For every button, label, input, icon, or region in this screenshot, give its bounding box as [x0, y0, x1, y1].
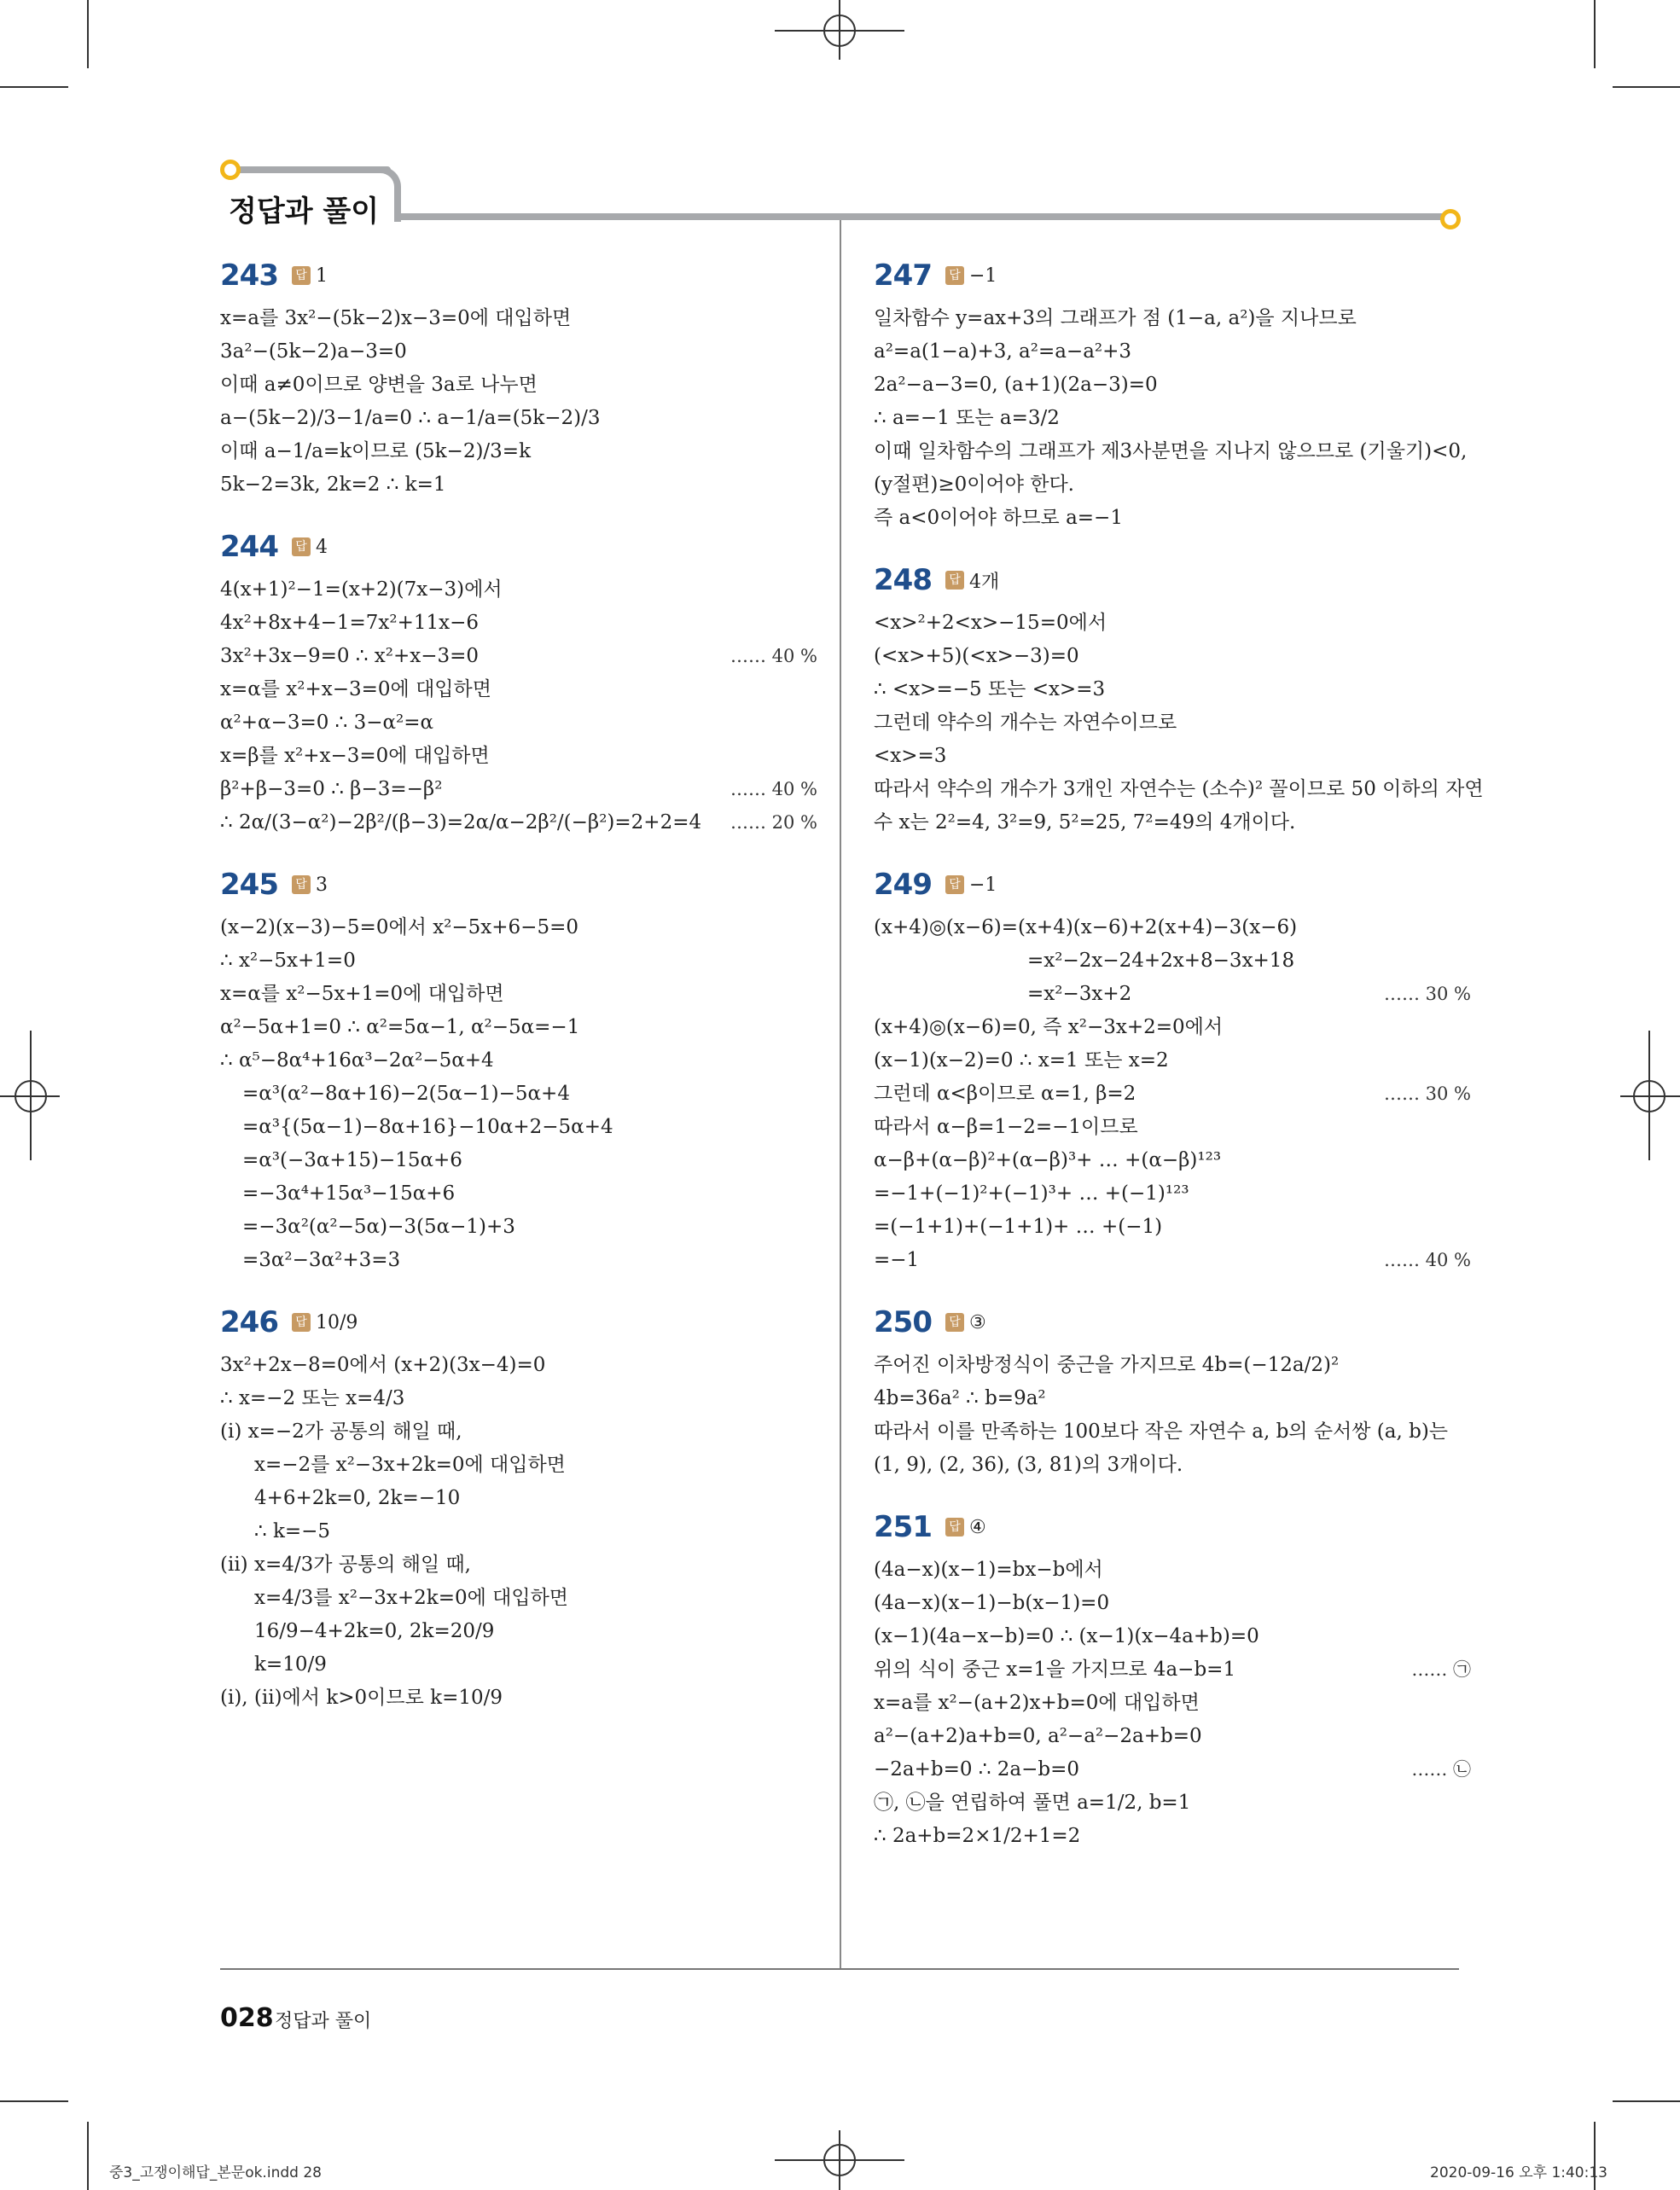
solution-text: <x>²+2<x>−15=0에서: [874, 612, 1107, 634]
solution-text: 3x²+2x−8=0에서 (x+2)(3x−4)=0: [220, 1354, 546, 1376]
solution-line: [220, 1482, 817, 1515]
solution-line: [874, 435, 1471, 468]
solution-text: ㉠, ㉡을 연립하여 풀면 a=1/2, b=1: [874, 1792, 1191, 1814]
footer-label: 정답과 풀이: [275, 2011, 372, 2032]
solution-line: [874, 1111, 1471, 1144]
score-marker: …… 20 %: [730, 812, 817, 833]
solution-text: 4+6+2k=0, 2k=−10: [254, 1487, 461, 1509]
solution-text: =α³(α²−8α+16)−2(5α−1)−5α+4: [242, 1083, 570, 1105]
solution-line: [874, 1620, 1471, 1653]
solution-line: [220, 1582, 817, 1615]
solution-line: [874, 806, 1471, 839]
problem-number: 251: [874, 1510, 932, 1544]
crop-mark: [0, 2100, 68, 2102]
solution-line: [874, 1177, 1471, 1211]
crop-mark: [1613, 2100, 1680, 2102]
solution-text: =3α²−3α²+3=3: [242, 1249, 401, 1271]
score-marker: …… ㉡: [1411, 1759, 1471, 1780]
solution-text: α−β+(α−β)²+(α−β)³+ … +(α−β)¹²³: [874, 1149, 1222, 1171]
solution-line: [220, 1044, 817, 1078]
solution-line: [874, 740, 1471, 773]
problem-number: 245: [220, 868, 278, 902]
answer-badge: 답: [292, 537, 311, 556]
solution-text: 그런데 약수의 개수는 자연수이므로: [874, 712, 1177, 734]
solution-line: [220, 1111, 817, 1144]
solution-text: 4(x+1)²−1=(x+2)(7x−3)에서: [220, 578, 503, 601]
problem-number: 249: [874, 868, 932, 902]
solution-line: [874, 1820, 1471, 1853]
solution-line: [220, 335, 817, 369]
solution-text: 16/9−4+2k=0, 2k=20/9: [254, 1620, 495, 1642]
solution-line: [220, 1078, 817, 1111]
solution-line: [220, 806, 817, 839]
problem-block: [220, 865, 817, 1277]
answer-value: 3: [315, 874, 328, 896]
problem-block: [220, 527, 817, 839]
answer-value: ④: [968, 1516, 986, 1538]
problem-header: [874, 256, 1471, 295]
problem-block: [874, 561, 1484, 839]
left-column: [220, 256, 817, 1740]
solution-text: 그런데 α<β이므로 α=1, β=2: [874, 1083, 1136, 1105]
header-bar: [394, 213, 1452, 220]
solution-text: ∴ 2a+b=2×1/2+1=2: [874, 1825, 1081, 1847]
problem-header: [220, 527, 817, 566]
solution-line: [874, 607, 1471, 640]
solution-text: (y절편)≥0이어야 한다.: [874, 473, 1074, 496]
problem-number: 246: [220, 1305, 278, 1339]
solution-text: (<x>+5)(<x>−3)=0: [874, 645, 1079, 667]
answer-badge: 답: [292, 1313, 311, 1332]
solution-text: a²=a(1−a)+3, a²=a−a²+3: [874, 340, 1132, 363]
solution-line: [874, 1415, 1471, 1449]
solution-text: x=a를 3x²−(5k−2)x−3=0에 대입하면: [220, 307, 572, 329]
right-column: [874, 256, 1484, 1879]
solution-text: a²−(a+2)a+b=0, a²−a²−2a+b=0: [874, 1725, 1202, 1747]
solution-text: α²−5α+1=0 ∴ α²=5α−1, α²−5α=−1: [220, 1016, 580, 1038]
solution-text: (x−1)(x−2)=0 ∴ x=1 또는 x=2: [874, 1049, 1169, 1072]
crop-mark: [1613, 86, 1680, 88]
solution-line: [220, 468, 817, 502]
registration-circle: [1633, 1080, 1665, 1112]
print-file-info: 중3_고쟁이해답_본문ok.indd 28: [109, 2164, 322, 2181]
solution-line: [220, 706, 817, 740]
problem-number: 243: [220, 259, 278, 293]
solution-line: [220, 1648, 817, 1682]
solution-line: [874, 1786, 1471, 1820]
solution-line: [874, 773, 1484, 806]
problem-block: [874, 256, 1471, 535]
solution-line: [220, 402, 817, 435]
answer-badge: 답: [945, 571, 964, 590]
solution-line: [220, 911, 817, 944]
solution-text: =−1+(−1)²+(−1)³+ … +(−1)¹²³: [874, 1182, 1189, 1205]
solution-line: [874, 640, 1471, 673]
solution-line: [220, 773, 817, 806]
solution-line: [220, 1682, 817, 1715]
solution-line: [220, 640, 817, 673]
problem-header: [220, 1303, 817, 1342]
problem-block: [874, 865, 1471, 1277]
solution-line: [874, 1044, 1471, 1078]
solution-text: k=10/9: [254, 1653, 327, 1676]
solution-line: [874, 1349, 1471, 1382]
solution-text: =−3α⁴+15α³−15α+6: [242, 1182, 456, 1205]
solution-line: [220, 1415, 817, 1449]
header-dot-left: [220, 160, 241, 180]
solution-text: −2a+b=0 ∴ 2a−b=0: [874, 1758, 1080, 1780]
solution-line: [874, 673, 1471, 706]
solution-text: 3x²+3x−9=0 ∴ x²+x−3=0: [220, 645, 480, 667]
registration-circle: [15, 1080, 47, 1112]
solution-text: 이때 a≠0이므로 양변을 3a로 나누면: [220, 374, 538, 396]
solution-line: [874, 402, 1471, 435]
solution-text: (x−1)(4a−x−b)=0 ∴ (x−1)(x−4a+b)=0: [874, 1625, 1259, 1647]
solution-line: [220, 740, 817, 773]
solution-text: a−(5k−2)/3−1/a=0 ∴ a−1/a=(5k−2)/3: [220, 407, 601, 429]
solution-line: [874, 1078, 1471, 1111]
solution-line: [220, 369, 817, 402]
solution-text: α²+α−3=0 ∴ 3−α²=α: [220, 712, 434, 734]
solution-text: <x>=3: [874, 745, 947, 767]
solution-line: [874, 1753, 1471, 1786]
answer-value: −1: [968, 874, 997, 896]
solution-line: [874, 706, 1471, 740]
problem-header: [874, 865, 1471, 904]
solution-line: [220, 978, 817, 1011]
score-marker: …… 30 %: [1383, 1083, 1471, 1104]
problem-header: [220, 256, 817, 295]
solution-text: 이때 일차함수의 그래프가 제3사분면을 지나지 않으므로 (기울기)<0,: [874, 440, 1468, 462]
solution-text: ∴ <x>=−5 또는 <x>=3: [874, 678, 1106, 700]
solution-line: [874, 502, 1471, 535]
solution-text: (x+4)◎(x−6)=0, 즉 x²−3x+2=0에서: [874, 1016, 1224, 1038]
solution-text: (4a−x)(x−1)−b(x−1)=0: [874, 1592, 1110, 1614]
solution-line: [874, 1720, 1471, 1753]
solution-text: (1, 9), (2, 36), (3, 81)의 3개이다.: [874, 1454, 1183, 1476]
solution-line: [220, 1177, 817, 1211]
solution-text: ∴ k=−5: [254, 1520, 331, 1542]
answer-value: −1: [968, 264, 997, 287]
problem-header: [874, 561, 1471, 600]
solution-text: 따라서 이를 만족하는 100보다 작은 자연수 a, b의 순서쌍 (a, b)는: [874, 1420, 1449, 1443]
solution-text: 2a²−a−3=0, (a+1)(2a−3)=0: [874, 374, 1158, 396]
score-marker: …… 40 %: [730, 646, 817, 666]
solution-text: =(−1+1)+(−1+1)+ … +(−1): [874, 1216, 1163, 1238]
solution-line: [874, 911, 1471, 944]
solution-text: x=α를 x²−5x+1=0에 대입하면: [220, 983, 504, 1005]
solution-text: =x²−3x+2: [1027, 983, 1132, 1005]
answer-value: ③: [968, 1311, 986, 1333]
solution-line: [874, 369, 1471, 402]
registration-circle: [823, 2144, 856, 2176]
solution-line: [220, 1211, 817, 1244]
solution-text: =x²−2x−24+2x+8−3x+18: [1027, 950, 1295, 972]
solution-text: (i) x=−2가 공통의 해일 때,: [220, 1420, 462, 1443]
solution-line: [874, 302, 1471, 335]
solution-line: [220, 1011, 817, 1044]
solution-text: ∴ x=−2 또는 x=4/3: [220, 1387, 405, 1409]
solution-text: (x−2)(x−3)−5=0에서 x²−5x+6−5=0: [220, 916, 578, 938]
solution-line: [220, 1382, 817, 1415]
solution-line: [220, 1144, 817, 1177]
solution-text: (i), (ii)에서 k>0이므로 k=10/9: [220, 1687, 503, 1709]
solution-line: [874, 1211, 1471, 1244]
answer-badge: 답: [292, 266, 311, 285]
solution-line: [874, 1554, 1471, 1587]
header-dot-right: [1440, 209, 1461, 229]
solution-line: [874, 944, 1471, 978]
solution-text: 4b=36a² ∴ b=9a²: [874, 1387, 1046, 1409]
solution-text: ∴ α⁵−8α⁴+16α³−2α²−5α+4: [220, 1049, 494, 1072]
solution-line: [220, 1244, 817, 1277]
solution-line: [220, 1349, 817, 1382]
solution-text: (4a−x)(x−1)=bx−b에서: [874, 1559, 1103, 1581]
solution-text: x=α를 x²+x−3=0에 대입하면: [220, 678, 491, 700]
page-number: 028: [220, 2003, 274, 2033]
answer-value: 1: [315, 264, 328, 287]
solution-text: x=−2를 x²−3x+2k=0에 대입하면: [254, 1454, 566, 1476]
solution-text: =α³(−3α+15)−15α+6: [242, 1149, 462, 1171]
solution-line: [220, 1449, 817, 1482]
solution-text: 4x²+8x+4−1=7x²+11x−6: [220, 612, 480, 634]
solution-text: 따라서 약수의 개수가 3개인 자연수는 (소수)² 꼴이므로 50 이하의 자연: [874, 778, 1484, 800]
score-marker: …… ㉠: [1411, 1659, 1471, 1680]
solution-text: 즉 a<0이어야 하므로 a=−1: [874, 507, 1123, 529]
solution-text: x=4/3를 x²−3x+2k=0에 대입하면: [254, 1587, 569, 1609]
solution-line: [874, 1144, 1471, 1177]
crop-mark: [1594, 0, 1596, 68]
solution-line: [874, 1244, 1471, 1277]
answer-badge: 답: [945, 1518, 964, 1536]
solution-text: 위의 식이 중근 x=1을 가지므로 4a−b=1: [874, 1658, 1236, 1681]
solution-line: [874, 1687, 1471, 1720]
answer-value: 4개: [968, 571, 1000, 593]
crop-mark: [87, 0, 89, 68]
score-marker: …… 40 %: [1383, 1250, 1471, 1270]
solution-text: =−3α²(α²−5α)−3(5α−1)+3: [242, 1216, 515, 1238]
solution-line: [874, 1653, 1471, 1687]
solution-line: [220, 673, 817, 706]
solution-text: 따라서 α−β=1−2=−1이므로: [874, 1116, 1138, 1138]
print-timestamp: 2020-09-16 오후 1:40:13: [1430, 2164, 1607, 2181]
solution-text: ∴ x²−5x+1=0: [220, 950, 356, 972]
crop-mark: [0, 86, 68, 88]
problem-header: [874, 1507, 1471, 1547]
solution-text: ∴ a=−1 또는 a=3/2: [874, 407, 1060, 429]
crop-mark: [87, 2122, 89, 2190]
solution-line: [874, 1587, 1471, 1620]
problem-number: 248: [874, 563, 932, 597]
solution-line: [220, 302, 817, 335]
solution-text: 주어진 이차방정식이 중근을 가지므로 4b=(−12a/2)²: [874, 1354, 1340, 1376]
header-bar: [229, 166, 391, 173]
problem-header: [874, 1303, 1471, 1342]
solution-text: 5k−2=3k, 2k=2 ∴ k=1: [220, 473, 446, 496]
solution-line: [220, 1615, 817, 1648]
answer-value: 10/9: [315, 1311, 358, 1333]
solution-text: (ii) x=4/3가 공통의 해일 때,: [220, 1554, 471, 1576]
score-marker: …… 40 %: [730, 779, 817, 799]
answer-badge: 답: [945, 1313, 964, 1332]
solution-line: [874, 1449, 1471, 1482]
registration-circle: [823, 15, 856, 47]
solution-text: β²+β−3=0 ∴ β−3=−β²: [220, 778, 443, 800]
solution-line: [874, 1011, 1471, 1044]
solution-line: [874, 335, 1471, 369]
score-marker: …… 30 %: [1383, 984, 1471, 1004]
problem-number: 244: [220, 530, 278, 564]
problem-block: [874, 1303, 1471, 1482]
solution-text: =−1: [874, 1249, 920, 1271]
problem-block: [874, 1507, 1471, 1853]
footer-rule: [220, 1968, 1459, 1970]
solution-line: [874, 978, 1471, 1011]
solution-line: [220, 1515, 817, 1548]
solution-text: =α³{(5α−1)−8α+16}−10α+2−5α+4: [242, 1116, 613, 1138]
solution-text: x=β를 x²+x−3=0에 대입하면: [220, 745, 490, 767]
solution-line: [220, 607, 817, 640]
solution-text: 일차함수 y=ax+3의 그래프가 점 (1−a, a²)을 지나므로: [874, 307, 1357, 329]
problem-block: [220, 1303, 817, 1715]
problem-number: 250: [874, 1305, 932, 1339]
solution-line: [220, 435, 817, 468]
answer-badge: 답: [292, 875, 311, 894]
problem-number: 247: [874, 259, 932, 293]
page-title: 정답과 풀이: [229, 195, 380, 229]
solution-text: ∴ 2α/(3−α²)−2β²/(β−3)=2α/α−2β²/(−β²)=2+2=4: [220, 811, 702, 834]
solution-line: [220, 573, 817, 607]
problem-header: [220, 865, 817, 904]
solution-text: 수 x는 2²=4, 3²=9, 5²=25, 7²=49의 4개이다.: [874, 811, 1296, 834]
solution-text: (x+4)◎(x−6)=(x+4)(x−6)+2(x+4)−3(x−6): [874, 916, 1298, 938]
problem-block: [220, 256, 817, 502]
answer-value: 4: [315, 536, 328, 558]
solution-text: 3a²−(5k−2)a−3=0: [220, 340, 407, 363]
solution-line: [220, 1548, 817, 1582]
solution-line: [874, 1382, 1471, 1415]
solution-line: [874, 468, 1471, 502]
solution-line: [220, 944, 817, 978]
answer-badge: 답: [945, 266, 964, 285]
solution-text: x=a를 x²−(a+2)x+b=0에 대입하면: [874, 1692, 1200, 1714]
answer-badge: 답: [945, 875, 964, 894]
solution-text: 이때 a−1/a=k이므로 (5k−2)/3=k: [220, 440, 532, 462]
column-divider: [840, 220, 841, 1969]
